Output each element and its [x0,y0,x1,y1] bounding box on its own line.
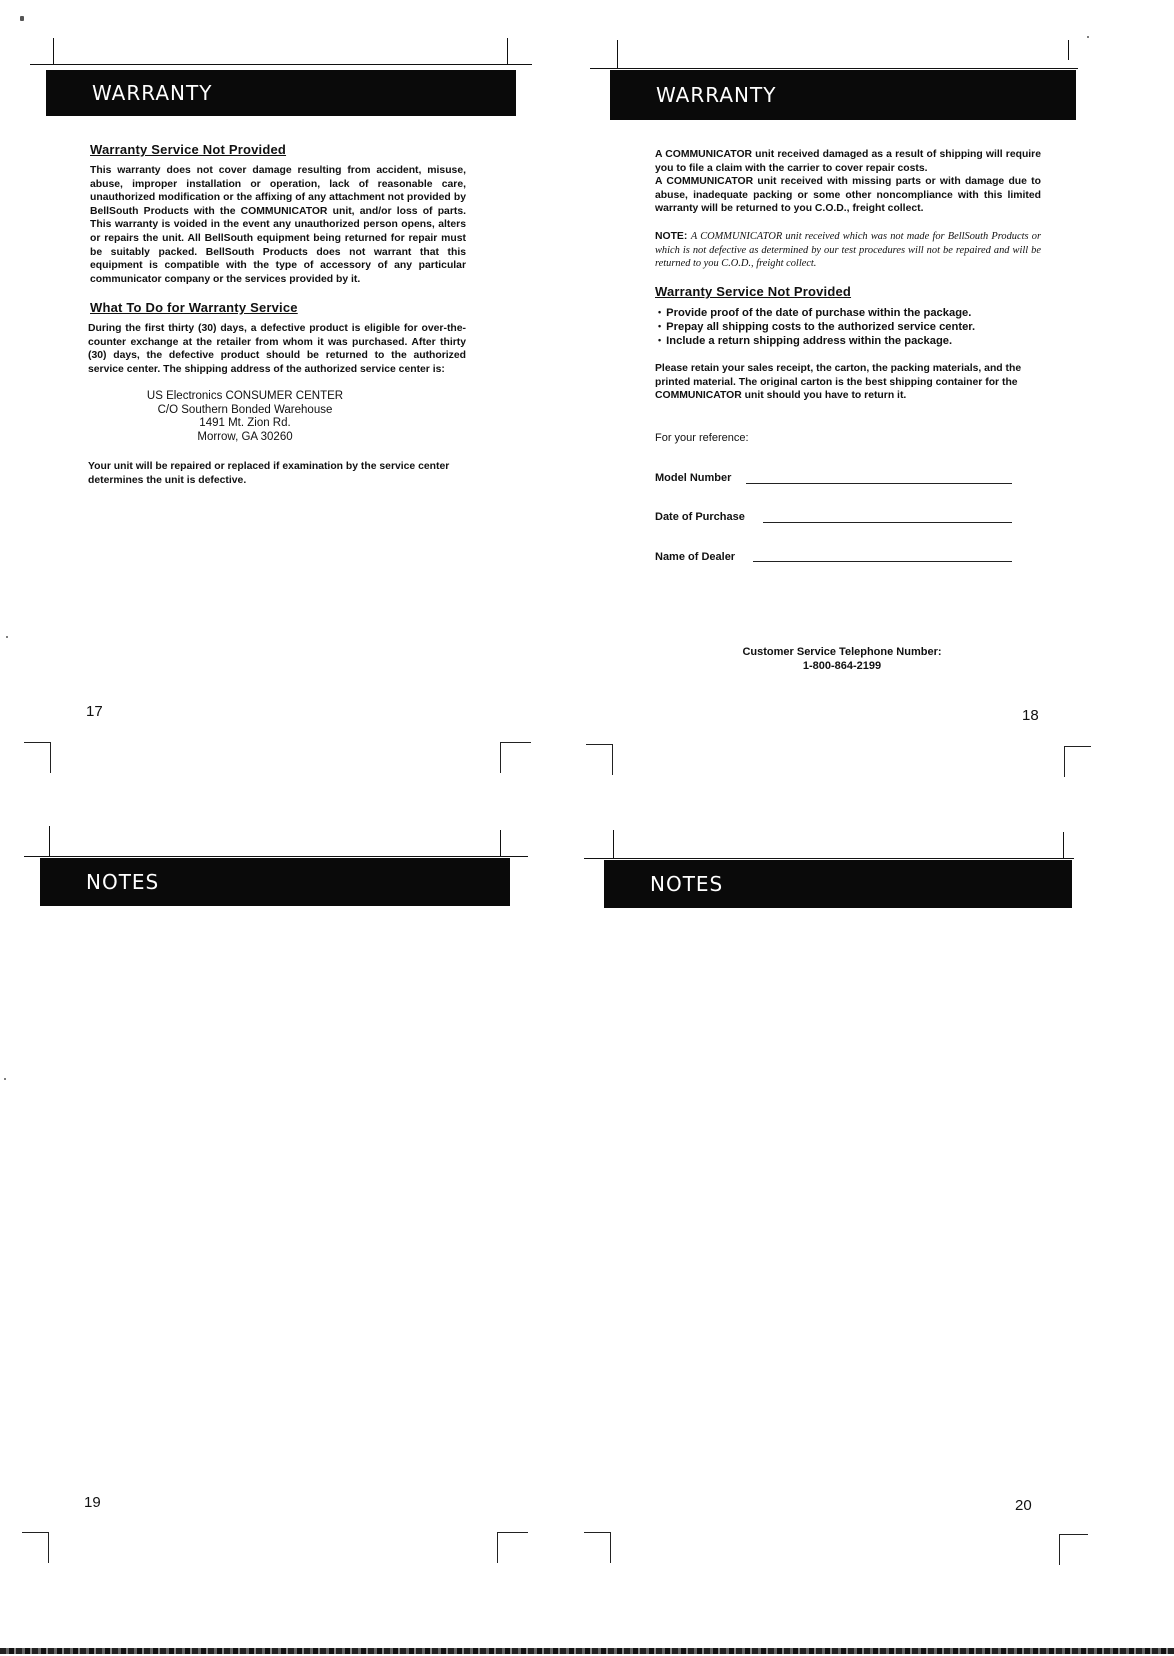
list-item: • Prepay all shipping costs to the authorized service center. [658,320,1048,334]
page-number: 20 [1015,1497,1032,1514]
crop-mark [22,1532,49,1563]
banner-title: NOTES [650,872,724,896]
crop-mark [497,1532,528,1563]
reference-label: For your reference: [655,432,749,444]
note-label: NOTE: [655,231,688,242]
address-line: US Electronics CONSUMER CENTER [146,390,344,402]
banner-top-rule [584,858,1074,859]
address-line: C/O Southern Bonded Warehouse [157,403,333,416]
address-line: Morrow, GA 30260 [197,430,293,443]
note-text: A COMMUNICATOR unit received which was not made for BellSouth Products or which is not defective as determined by our test procedures will not be repaired and will be returned to you C.O.D., freight collect. [655,231,1042,270]
model-number-label: Model Number [655,472,732,484]
banner-title: WARRANTY [656,83,777,107]
page-banner [604,860,1072,908]
section-heading: What To Do for Warranty Service [90,300,298,315]
paragraph [655,148,1041,216]
banner-title: WARRANTY [92,81,213,105]
service-center-address [110,390,380,444]
crop-mark [586,744,613,775]
note-paragraph [655,230,1041,271]
crop-tick [1063,832,1064,858]
banner-top-rule [30,64,532,65]
list-item: • Provide proof of the date of purchase within the package. [658,306,1048,320]
scan-speck [20,16,24,21]
page-banner [40,858,510,906]
page-number: 18 [1022,707,1039,724]
missing-parts-text: A COMMUNICATOR unit received with missing parts or with damage due to abuse, inadequate packing or some other noncompliance with this limited warranty will be returned to you C.O.D., freight collect. [655,176,1041,215]
section-heading: Warranty Service Not Provided [655,284,852,299]
name-of-dealer-label: Name of Dealer [655,551,736,563]
requirements-list [658,306,1048,348]
scan-speck [6,636,8,638]
paragraph: During the first thirty (30) days, a defective product is eligible for over-the-counter exchange at the retailer from whom it was purchased. After thirty (30) days, the defective product should be returned to the authorized service center. The shipping address of the authorized service center is: [88,323,466,375]
crop-tick [1068,40,1069,60]
paragraph: This warranty does not cover damage resulting from accident, misuse, abuse, improper installation or operation, lack of reasonable care, unauthorized modification or the affixing of any attachment not provided by BellSouth Products with the COMMUNICATOR unit, and/or loss of parts. This warranty is voided in the event any unauthorized person opens, alters or repairs the unit. All BellSouth equipment being returned for repair must be suitably packed. BellSouth Products does not warrant that this equipment is compatible with the type of accessory of any particular communicator company or the services provided by it. [90,165,466,285]
banner-top-rule [24,856,528,857]
model-number-field[interactable] [746,483,1012,484]
scan-edge-strip [0,1648,1174,1654]
list-item: • Include a return shipping address within the package. [658,334,1048,348]
scan-speck [1087,36,1089,38]
crop-tick [617,40,618,68]
customer-service-label: Customer Service Telephone Number: [742,646,942,658]
date-of-purchase-field[interactable] [763,522,1012,523]
section-heading: Warranty Service Not Provided [90,142,287,157]
customer-service-phone: 1-800-864-2199 [802,659,882,672]
crop-tick [49,826,50,856]
crop-mark [500,742,531,773]
address-line: 1491 Mt. Zion Rd. [199,417,291,429]
crop-tick [500,830,501,856]
banner-title: NOTES [86,870,160,894]
crop-mark [1059,1534,1088,1565]
crop-tick [53,38,54,64]
page-number: 17 [86,703,103,720]
crop-tick [507,38,508,64]
crop-mark [1064,746,1091,777]
page-banner [610,70,1076,120]
crop-tick [613,830,614,858]
page-banner [46,70,516,116]
paragraph: Your unit will be repaired or replaced if examination by the service center determines the unit is defective. [88,461,450,486]
paragraph: Please retain your sales receipt, the carton, the packing materials, and the printed material. The original carton is the best shipping container for the COMMUNICATOR unit should you have to return it. [655,363,1022,402]
crop-mark [584,1532,611,1563]
name-of-dealer-field[interactable] [753,561,1012,562]
customer-service [712,646,972,673]
banner-top-rule [590,68,1078,69]
crop-mark [24,742,51,773]
page-number: 19 [84,1494,101,1511]
scan-speck [4,1078,6,1080]
date-of-purchase-label: Date of Purchase [655,511,745,523]
shipping-damage-text: A COMMUNICATOR unit received damaged as a result of shipping will require you to file a claim with the carrier to cover repair costs. [655,149,1041,174]
